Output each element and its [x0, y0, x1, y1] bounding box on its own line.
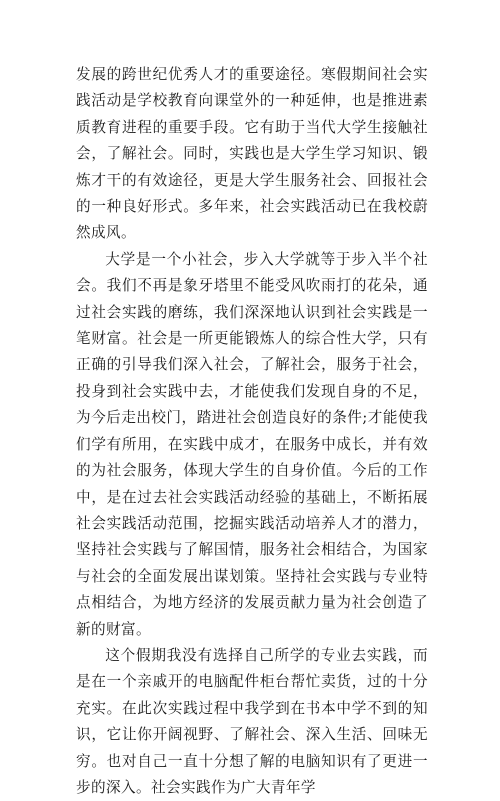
paragraph-3: 这个假期我没有选择自己所学的专业去实践，而是在一个亲戚开的电脑配件柜台帮忙卖货，过的十分充实。在此次实践过程中我学到在书本中学不到的知识，它让你开阔视野、了解社会、深入生活、回味无穷。也对自己一直十分想了解的电脑知识有了更进一步的深入。社会实践作为广大青年学: [76, 646, 428, 796]
document-page: [76, 62, 428, 801]
paragraph-1: 发展的跨世纪优秀人才的重要途径。寒假期间社会实践活动是学校教育向课堂外的一种延伸，也是推进素质教育进程的重要手段。它有助于当代大学生接触社会，了解社会。同时，实践也是大学生学习知识、锻炼才干的有效途径，更是大学生服务社会、回报社会的一种良好形式。多年来，社会实践活动已在我校蔚然成风。: [76, 66, 428, 242]
paragraph-2: 大学是一个小社会，步入大学就等于步入半个社会。我们不再是象牙塔里不能受风吹雨打的花朵，通过社会实践的磨练，我们深深地认识到社会实践是一笔财富。社会是一所更能锻炼人的综合性大学，只有正确的引导我们深入社会，了解社会，服务于社会，投身到社会实践中去，才能使我们发现自身的不足，为今后走出校门，踏进社会创造良好的条件;才能使我们学有所用，在实践中成才，在服务中成长，并有效的为社会服务，体现大学生的自身价值。今后的工作中，是在过去社会实践活动经验的基础上，不断拓展社会实践活动范围，挖掘实践活动培养人才的潜力，坚持社会实践与了解国情，服务社会相结合，为国家与社会的全面发展出谋划策。坚持社会实践与专业特点相结合，为地方经济的发展贡献力量为社会创造了新的财富。: [76, 250, 428, 638]
